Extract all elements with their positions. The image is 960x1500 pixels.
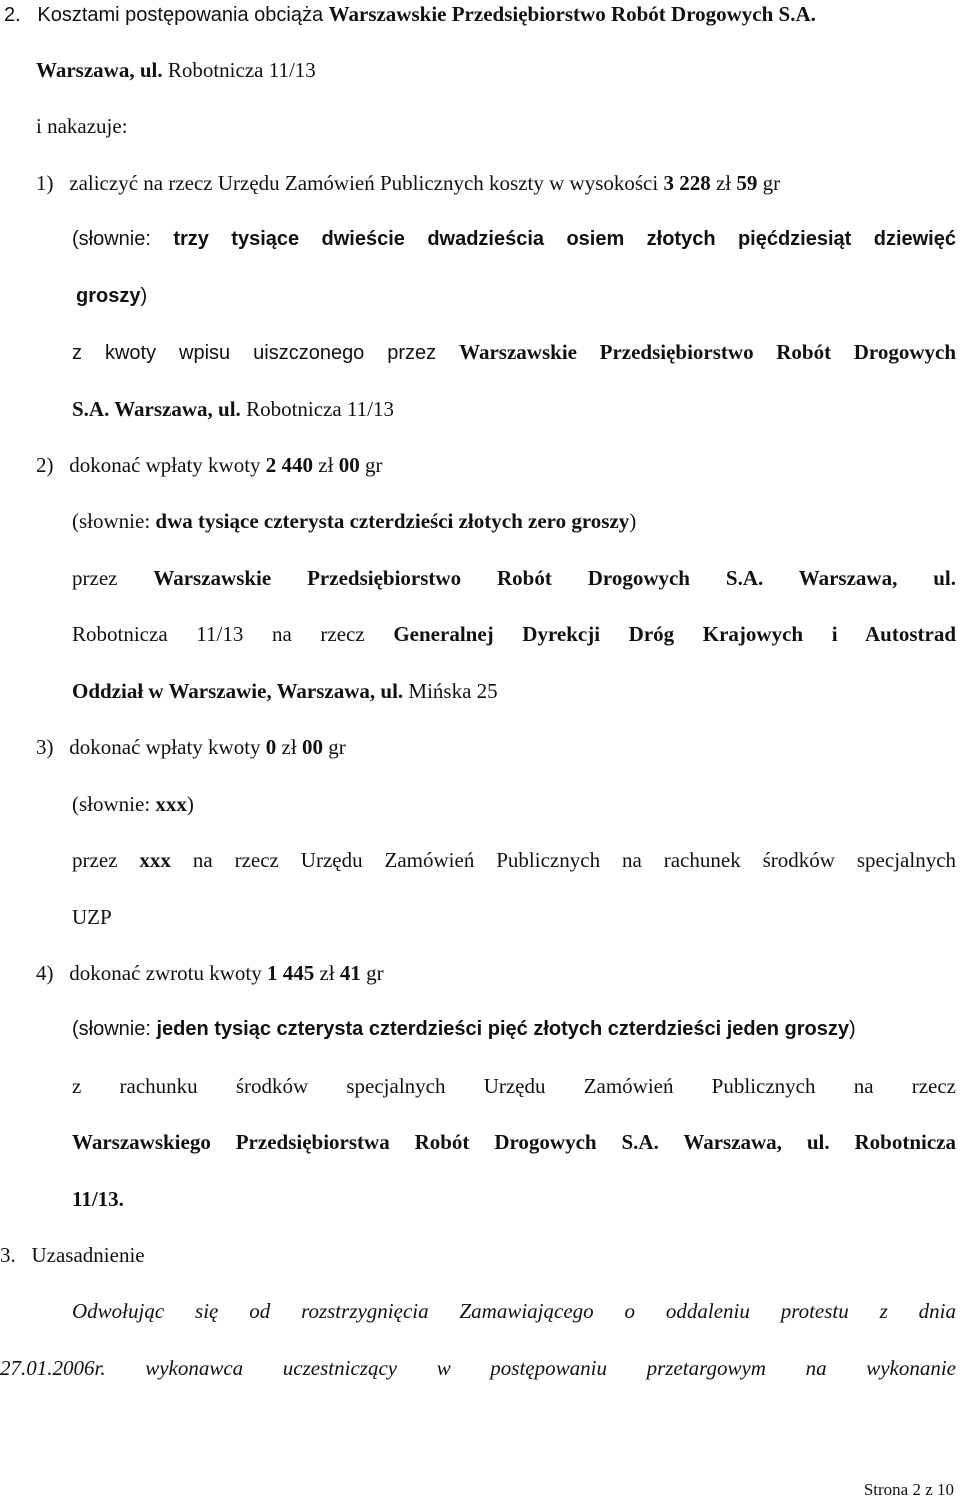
point-3-by-cont: UZP	[72, 905, 112, 929]
point-1-words: (słownie: trzy tysiące dwieście dwadzieścia osiem złotych pięćdziesiąt dziewięć	[72, 228, 956, 250]
point-4-to: Warszawskiego Przedsiębiorstwa Robót Drogowych S.A. Warszawa, ul. Robotnicza	[72, 1130, 956, 1154]
justification-line-2: 27.01.2006r. wykonawca uczestniczący w postępowaniu przetargowym na wykonanie	[0, 1356, 956, 1380]
point-4-line-1: 4) dokonać zwrotu kwoty 1 445 zł 41 gr	[36, 961, 384, 985]
point-1-words-cont: groszy)	[76, 285, 148, 307]
item-2-line-1: 2. Kosztami postępowania obciąża Warszawskie Przedsiębiorstwo Robót Drogowych S.A.	[4, 2, 816, 26]
nakazuje-line: i nakazuje:	[36, 114, 128, 138]
item-3-heading: 3. Uzasadnienie	[0, 1243, 145, 1267]
point-2-line-1: 2) dokonać wpłaty kwoty 2 440 zł 00 gr	[36, 453, 383, 477]
point-2-for-cont: Oddział w Warszawie, Warszawa, ul. Mińska 25	[72, 679, 498, 703]
item-number: 2.	[4, 4, 21, 26]
point-2-by: przez Warszawskie Przedsiębiorstwo Robót Drogowych S.A. Warszawa, ul.	[72, 566, 956, 590]
point-2-for: Robotnicza 11/13 na rzecz Generalnej Dyrekcji Dróg Krajowych i Autostrad	[72, 622, 957, 646]
point-1-line-1: 1) zaliczyć na rzecz Urzędu Zamówień Publicznych koszty w wysokości 3 228 zł 59 gr	[36, 171, 781, 195]
point-3-by: przez xxx na rzecz Urzędu Zamówień Publicznych na rachunek środków specjalnych	[72, 848, 957, 872]
point-3-words: (słownie: xxx)	[72, 792, 194, 816]
justification-line-1: Odwołując się od rozstrzygnięcia Zamawiającego o oddaleniu protestu z dnia	[72, 1299, 956, 1323]
point-1-from-cont: S.A. Warszawa, ul. Robotnicza 11/13	[72, 397, 395, 421]
page-number: Strona 2 z 10	[863, 1480, 954, 1499]
point-4-words: (słownie: jeden tysiąc czterysta czterdzieści pięć złotych czterdzieści jeden groszy)	[72, 1018, 856, 1040]
point-1-from: z kwoty wpisu uiszczonego przez Warszawskie Przedsiębiorstwo Robót Drogowych	[72, 340, 956, 364]
point-3-line-1: 3) dokonać wpłaty kwoty 0 zł 00 gr	[36, 735, 346, 759]
point-4-from: z rachunku środków specjalnych Urzędu Zamówień Publicznych na rzecz	[72, 1074, 956, 1098]
point-4-to-cont: 11/13.	[72, 1187, 124, 1211]
item-2-line-2: Warszawa, ul. Robotnicza 11/13	[36, 58, 316, 82]
company-name: Warszawskie Przedsiębiorstwo Robót Drogowych S.A.	[328, 2, 816, 26]
point-2-words: (słownie: dwa tysiące czterysta czterdzieści złotych zero groszy)	[72, 509, 637, 533]
